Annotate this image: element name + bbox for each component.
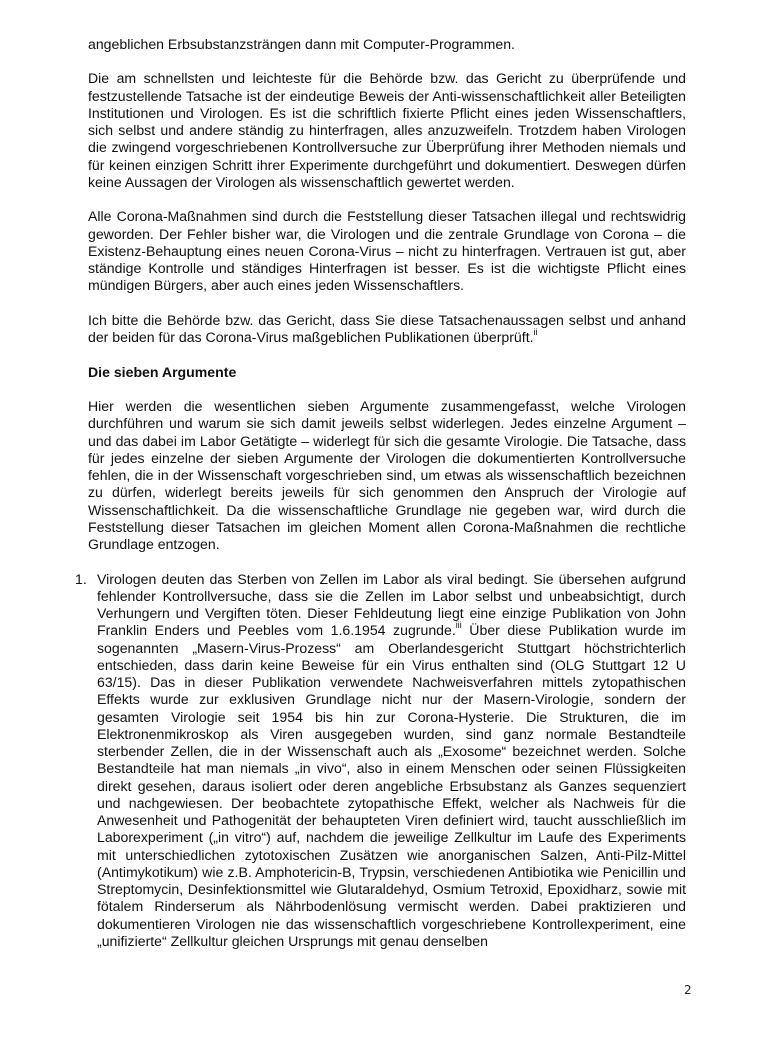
page-number: 2 xyxy=(684,983,692,997)
paragraph-request-text: Ich bitte die Behörde bzw. das Gericht, dass Sie diese Tatsachenaussagen selbst und anhand der beiden für das Corona-Virus maßgeblichen Publikationen überprüft. xyxy=(88,311,686,345)
paragraph-intro: Hier werden die wesentlichen sieben Argumente zusammengefasst, welche Virologen durchführen und warum sie sich damit jeweils selbst widerlegen. Jedes einzelne Argument – und das dabei im Labor Getätigte – widerlegt für sich die gesamte Virologie. Die Tatsache, dass für jedes einzelne der sieben Argumente der Virologen die dokumentierten Kontrollversuche fehlen, die in der Wissenschaft vorgeschrieben sind, um etwas als wissenschaftlich bezeichnen zu dürfen, widerlegt bereits jeweils für sich genommen den Anspruch der Virologie auf Wissenschaftlichkeit. Da die wissenschaftliche Grundlage nie gegeben war, wird durch die Feststellung dieser Tatsachen im gleichen Moment allen Corona-Maßnahmen die rechtliche Grundlage entzogen. xyxy=(88,398,686,552)
paragraph-continuation: angeblichen Erbsubstanzsträngen dann mit Computer-Programmen. xyxy=(88,36,515,52)
section-heading: Die sieben Argumente xyxy=(88,363,237,380)
list-item-text-part1: Virologen deuten das Sterben von Zellen im Labor als viral bedingt. Sie übersehen aufgrund fehlender Kontrollversuche, dass sie die Zellen im Labor selbst und unbeabsichtigt, durch Verhungern und Vergiften töten. Dieser Fehldeutung liegt eine einzige Publikation von John Franklin Enders und Peebles vom 1.6.1954 zugrunde. xyxy=(97,570,686,639)
list-number: 1. xyxy=(75,570,87,587)
list-item-text-part2: Über diese Publikation wurde im sogenannten „Masern-Virus-Prozess“ am Oberlandesgericht Stuttgart höchstrichterlich entschieden, dass darin keine Beweise für ein Virus enthalten sind (OLG Stuttgart 12 U 63/15). Das in dieser Publikation verwendete Nachweisverfahren mittels zytopathischen Effekts wurde zur exklusiven Grundlage nicht nur der Masern-Virologie, sondern der gesamten Virologie seit 1954 bis hin zur Corona-Hysterie. Die Strukturen, die im Elektronenmikroskop als Viren ausgegeben wurden, sind ganz normale Bestandteile sterbender Zellen, die in der Wissenschaft auch als „Exosome“ bezeichnet werden. Solche Bestandteile hat man niemals „in vivo“, also in einem Menschen oder seinen Flüssigkeiten direkt gesehen, daraus isoliert oder deren angebliche Erbsubstanz als Ganzes sequenziert und nachgewiesen. Der beobachtete zytopathische Effekt, welcher als Nachweis für die Anwesenheit und Pathogenität der behaupteten Viren definiert wird, taucht ausschließlich im Laborexperiment („in vitro“) auf, nachdem die jeweilige Zellkultur im Laufe des Experiments mit unterschiedlichen zytotoxischen Zusätzen wie anorganischen Salzen, Anti-Pilz-Mittel (Antimykotikum) wie z.B. Amphotericin-B, Trypsin, verschiedenen Antibiotika wie Penicillin und Streptomycin, Desinfektionsmittel wie Glutaraldehyd, Osmium Tetroxid, Epoxidharz, sowie mit fötalem Rinderserum als Nährbodenlösung vermischt werden. Dabei praktizieren und dokumentieren Virologen nie das wissenschaftlich vorgeschriebene Kontrollexperiment, eine „unifizierte“ Zellkultur gleichen Ursprungs mit genau denselben xyxy=(97,622,686,949)
list-item xyxy=(75,570,686,951)
footnote-ref-ii[interactable]: ii xyxy=(533,327,538,337)
page-content xyxy=(75,36,686,950)
arguments-list xyxy=(75,570,686,951)
paragraph-request xyxy=(88,312,686,347)
paragraph-corona-measures: Alle Corona-Maßnahmen sind durch die Feststellung dieser Tatsachen illegal und rechtswidrig geworden. Der Fehler bisher war, die Virologen und die zentrale Grundlage von Corona – die Existenz-Behauptung eines neuen Corona-Virus – nicht zu hinterfragen. Vertrauen ist gut, aber ständige Kontrolle und ständiges Hinterfragen ist besser. Es ist die wichtigste Pflicht eines mündigen Bürgers, aber auch eines jeden Wissenschaftlers. xyxy=(88,208,686,294)
footnote-ref-iii[interactable]: iii xyxy=(455,620,462,631)
paragraph-anti-science: Die am schnellsten und leichteste für die Behörde bzw. das Gericht zu überprüfende und festzustellende Tatsache ist der eindeutige Beweis der Anti-wissenschaftlichkeit aller Beteiligten Institutionen und Virologen. Es ist die schriftlich fixierte Pflicht eines jeden Wissenschaftlers, sich selbst und andere ständig zu hinterfragen, alles anzuzweifeln. Trotzdem haben Virologen die zwingend vorgeschriebenen Kontrollversuche zur Überprüfung ihrer Methoden niemals und für keinen einzigen Schritt ihrer Experimente durchgeführt und dokumentiert. Deswegen dürfen keine Aussagen der Virologen als wissenschaftlich gewertet werden. xyxy=(88,70,686,190)
